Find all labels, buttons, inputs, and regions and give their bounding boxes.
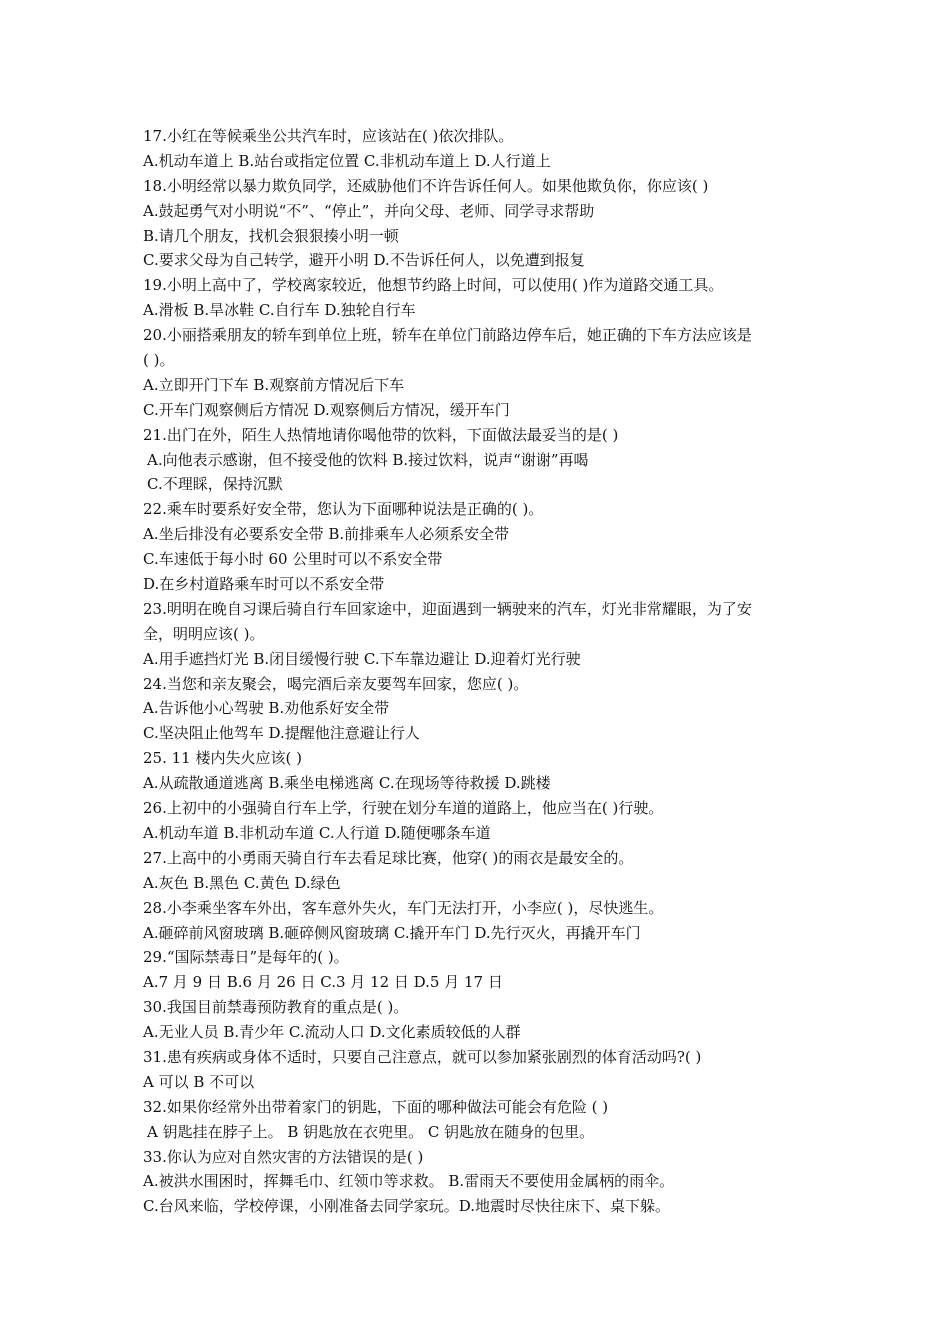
answer-options: C.开车门观察侧后方情况 D.观察侧后方情况，缓开车门 (143, 400, 510, 419)
answer-options: A.无业人员 B.青少年 C.流动人口 D.文化素质较低的人群 (143, 1023, 521, 1042)
question-text: 24.当您和亲友聚会，喝完酒后亲友要驾车回家，您应( )。 (143, 674, 529, 693)
question-text: 19.小明上高中了，学校离家较近，他想节约路上时间，可以使用( )作为道路交通工具。 (143, 276, 724, 295)
answer-options: C.车速低于每小时 60 公里时可以不系安全带 (143, 550, 443, 569)
question-text: 27.上高中的小勇雨天骑自行车去看足球比赛，他穿( )的雨衣是最安全的。 (143, 848, 634, 867)
question-text: 21.出门在外，陌生人热情地请你喝他带的饮料，下面做法最妥当的是( ) (143, 425, 619, 444)
question-text: 17.小红在等候乘坐公共汽车时，应该站在( )依次排队。 (143, 127, 514, 145)
question-text: 28.小李乘坐客车外出，客车意外失火，车门无法打开，小李应( )，尽快逃生。 (143, 898, 664, 917)
answer-options: A 可以 B 不可以 (143, 1072, 255, 1091)
answer-options: A 钥匙挂在脖子上。 B 钥匙放在衣兜里。 C 钥匙放在随身的包里。 (147, 1122, 595, 1141)
answer-options: A.从疏散通道逃离 B.乘坐电梯逃离 C.在现场等待救援 D.跳楼 (143, 774, 551, 793)
answer-options: C.坚决阻止他驾车 D.提醒他注意避让行人 (143, 724, 420, 743)
question-text: 33.你认为应对自然灾害的方法错误的是( ) (143, 1147, 424, 1166)
question-text: 32.如果你经常外出带着家门的钥匙，下面的哪种做法可能会有危险 ( ) (143, 1097, 609, 1116)
question-text: 31.患有疾病或身体不适时，只要自己注意点，就可以参加紧张剧烈的体育活动吗?( ) (143, 1047, 702, 1066)
answer-options: A.坐后排没有必要系安全带 B.前排乘车人必须系安全带 (143, 525, 510, 544)
answer-options: A.机动车道上 B.站台或指定位置 C.非机动车道上 D.人行道上 (143, 151, 551, 170)
question-text: 22.乘车时要系好安全带，您认为下面哪种说法是正确的( )。 (143, 500, 544, 519)
question-text: ( )。 (143, 351, 175, 370)
question-text: 20.小丽搭乘朋友的轿车到单位上班，轿车在单位门前路边停车后，她正确的下车方法应该是 (143, 326, 752, 345)
question-text: 23.明明在晚自习课后骑自行车回家途中，迎面遇到一辆驶来的汽车，灯光非常耀眼，为了安 (143, 599, 752, 618)
question-text: 全，明明应该( )。 (143, 624, 265, 643)
answer-options: A.机动车道 B.非机动车道 C.人行道 D.随便哪条车道 (143, 823, 491, 842)
answer-options: A.滑板 B.旱冰鞋 C.自行车 D.独轮自行车 (143, 301, 416, 320)
answer-options: A.告诉他小心驾驶 B.劝他系好安全带 (143, 699, 390, 718)
question-text: 29.“国际禁毒日”是每年的( )。 (143, 948, 349, 967)
answer-options: A.用手遮挡灯光 B.闭目缓慢行驶 C.下车靠边避让 D.迎着灯光行驶 (143, 649, 581, 668)
answer-options: C.台风来临，学校停课，小刚准备去同学家玩。D.地震时尽快往床下、桌下躲。 (143, 1197, 670, 1216)
answer-options: A.灰色 B.黑色 C.黄色 D.绿色 (143, 873, 341, 892)
question-text: 30.我国目前禁毒预防教育的重点是( )。 (143, 998, 409, 1017)
answer-options: D.在乡村道路乘车时可以不系安全带 (143, 575, 385, 594)
answer-options: A.砸碎前风窗玻璃 B.砸碎侧风窗玻璃 C.撬开车门 D.先行灭火，再撬开车门 (143, 923, 641, 942)
answer-options: C.要求父母为自己转学，避开小明 D.不告诉任何人，以免遭到报复 (143, 251, 585, 270)
answer-options: A.鼓起勇气对小明说“不”、“停止”，并向父母、老师、同学寻求帮助 (143, 201, 595, 220)
question-text: 26.上初中的小强骑自行车上学，行驶在划分车道的道路上，他应当在( )行驶。 (143, 799, 664, 818)
answer-options: A.被洪水围困时，挥舞毛巾、红领巾等求救。 B.雷雨天不要使用金属柄的雨伞。 (143, 1172, 675, 1191)
answer-options: C.不理睬，保持沉默 (147, 475, 283, 494)
answer-options: A.立即开门下车 B.观察前方情况后下车 (143, 375, 405, 394)
document-page (143, 124, 823, 1219)
answer-options: B.请几个朋友，找机会狠狠揍小明一顿 (143, 226, 399, 245)
answer-options: A.7 月 9 日 B.6 月 26 日 C.3 月 12 日 D.5 月 17 日 (143, 973, 503, 992)
question-text: 18.小明经常以暴力欺负同学，还威胁他们不许告诉任何人。如果他欺负你，你应该( ) (143, 176, 709, 195)
question-text: 25. 11 楼内失火应该( ) (143, 749, 302, 768)
answer-options: A.向他表示感谢，但不接受他的饮料 B.接过饮料，说声“谢谢”再喝 (147, 450, 589, 469)
